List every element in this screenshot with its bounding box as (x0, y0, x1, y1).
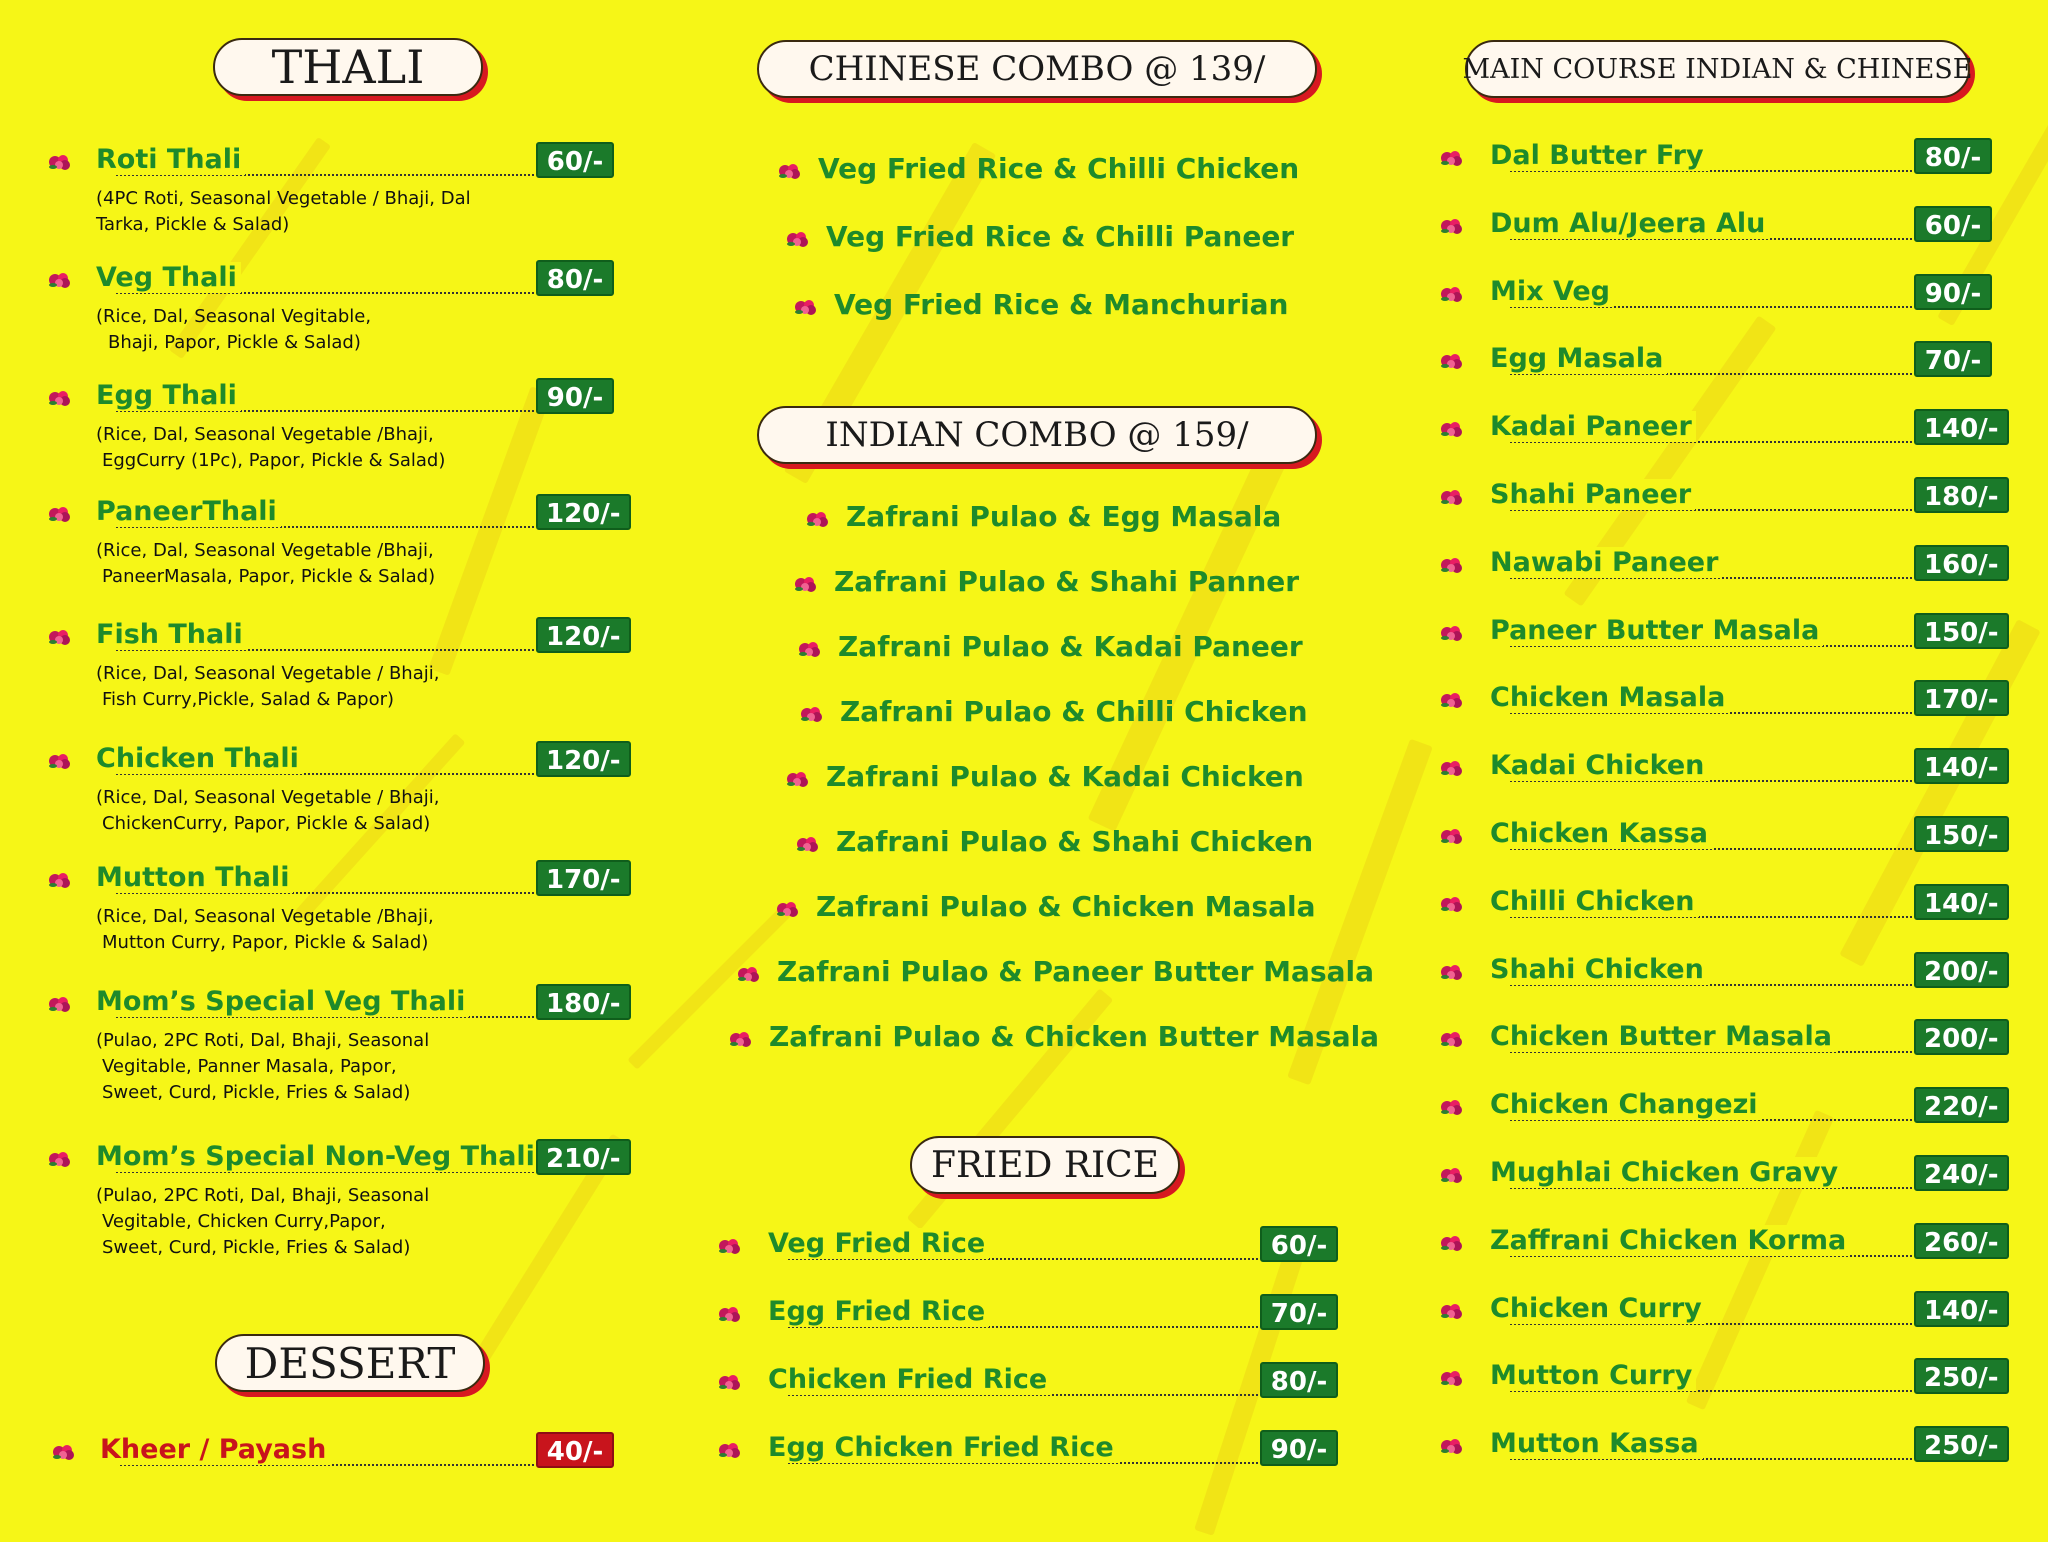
flower-bullet-icon (1440, 556, 1464, 574)
price-badge: 70/- (1260, 1294, 1338, 1330)
item-description: PaneerMasala, Papor, Pickle & Salad) (102, 566, 436, 587)
flower-bullet-icon (48, 271, 72, 289)
main-course-item (1440, 952, 2000, 996)
price-badge: 220/- (1914, 1087, 2009, 1123)
price-badge: 160/- (1914, 545, 2009, 581)
price-badge: 170/- (1914, 680, 2009, 716)
main-course-item (1440, 680, 2000, 724)
flower-bullet-icon (48, 995, 72, 1013)
flower-bullet-icon (806, 510, 830, 528)
indian-combo-banner (757, 406, 1317, 464)
item-description: Mutton Curry, Papor, Pickle & Salad) (102, 932, 429, 953)
combo-name: Veg Fried Rice & Chilli Paneer (826, 220, 1295, 253)
dessert-title: DESSERT (244, 1338, 456, 1388)
fried-rice-item (718, 1430, 1338, 1474)
item-name: Chicken Fried Rice (768, 1364, 1051, 1395)
main-course-item (1440, 1087, 2000, 1131)
main-course-item (1440, 1426, 2000, 1470)
item-description: Bhaji, Papor, Pickle & Salad) (108, 332, 361, 353)
price-badge: 120/- (536, 617, 631, 653)
main-course-item (1440, 1358, 2000, 1402)
combo-name: Zafrani Pulao & Chicken Masala (816, 890, 1316, 923)
thali-item (48, 984, 621, 1028)
price-badge: 260/- (1914, 1223, 2009, 1259)
flower-bullet-icon (718, 1237, 742, 1255)
price-badge: 80/- (1260, 1362, 1338, 1398)
item-name: Dum Alu/Jeera Alu (1490, 208, 1769, 239)
item-name: Zaffrani Chicken Korma (1490, 1225, 1850, 1256)
item-name: Mom’s Special Veg Thali (96, 986, 469, 1017)
item-description: (Rice, Dal, Seasonal Vegetable / Bhaji, (96, 663, 440, 684)
flower-bullet-icon (48, 752, 72, 770)
thali-title: THALI (271, 40, 425, 94)
item-name: Nawabi Paneer (1490, 547, 1722, 578)
thali-item (48, 378, 618, 422)
combo-name: Zafrani Pulao & Kadai Paneer (838, 630, 1303, 663)
flower-bullet-icon (794, 298, 818, 316)
price-badge: 210/- (536, 1139, 631, 1175)
combo-name: Zafrani Pulao & Chilli Chicken (840, 695, 1308, 728)
main-course-item (1440, 884, 2000, 928)
thali-item (48, 260, 618, 304)
combo-name: Zafrani Pulao & Shahi Chicken (836, 825, 1314, 858)
background-streak (627, 904, 792, 1069)
flower-bullet-icon (718, 1305, 742, 1323)
price-badge: 70/- (1914, 341, 1992, 377)
flower-bullet-icon (800, 705, 824, 723)
combo-name: Zafrani Pulao & Egg Masala (846, 500, 1282, 533)
item-name: Chilli Chicken (1490, 886, 1699, 917)
flower-bullet-icon (1440, 1302, 1464, 1320)
flower-bullet-icon (48, 871, 72, 889)
thali-item (48, 494, 621, 538)
item-description: Sweet, Curd, Pickle, Fries & Salad) (102, 1082, 411, 1103)
item-name: Mughlai Chicken Gravy (1490, 1157, 1842, 1188)
item-name: Roti Thali (96, 144, 245, 175)
fried-rice-item (718, 1226, 1338, 1270)
combo-name: Veg Fried Rice & Chilli Chicken (818, 152, 1300, 185)
item-name: Kadai Paneer (1490, 411, 1696, 442)
price-badge: 90/- (1260, 1430, 1338, 1466)
flower-bullet-icon (798, 640, 822, 658)
price-badge: 120/- (536, 741, 631, 777)
main-course-item (1440, 341, 2000, 385)
item-name: Chicken Kassa (1490, 818, 1712, 849)
combo-name: Zafrani Pulao & Paneer Butter Masala (777, 955, 1374, 988)
price-badge: 80/- (1914, 138, 1992, 174)
item-name: Egg Masala (1490, 343, 1667, 374)
flower-bullet-icon (48, 505, 72, 523)
item-name: Mix Veg (1490, 276, 1614, 307)
flower-bullet-icon (48, 389, 72, 407)
main-course-item (1440, 545, 2000, 589)
item-description: (Rice, Dal, Seasonal Vegetable /Bhaji, (96, 424, 434, 445)
flower-bullet-icon (786, 770, 810, 788)
item-name: Fish Thali (96, 619, 247, 650)
flower-bullet-icon (1440, 1098, 1464, 1116)
item-name: Egg Chicken Fried Rice (768, 1432, 1118, 1463)
flower-bullet-icon (1440, 963, 1464, 981)
fried-rice-item (718, 1362, 1338, 1406)
price-badge: 140/- (1914, 409, 2009, 445)
thali-item (48, 1139, 621, 1183)
main-course-item (1440, 613, 2000, 657)
item-name: Chicken Masala (1490, 682, 1729, 713)
thali-item (48, 741, 621, 785)
flower-bullet-icon (1440, 352, 1464, 370)
price-badge: 60/- (536, 142, 614, 178)
item-description: Vegitable, Chicken Curry,Papor, (102, 1211, 386, 1232)
flower-bullet-icon (1440, 488, 1464, 506)
fried-rice-item (718, 1294, 1338, 1338)
flower-bullet-icon (1440, 1369, 1464, 1387)
main-course-item (1440, 1291, 2000, 1335)
thali-item (48, 617, 621, 661)
price-badge: 170/- (536, 860, 631, 896)
chinese-combo-title: CHINESE COMBO @ 139/ (808, 49, 1266, 89)
thali-item (48, 142, 618, 186)
fried-rice-banner (910, 1136, 1180, 1194)
combo-name: Veg Fried Rice & Manchurian (834, 288, 1289, 321)
price-badge: 250/- (1914, 1358, 2009, 1394)
price-badge: 140/- (1914, 1291, 2009, 1327)
item-description: Fish Curry,Pickle, Salad & Papor) (102, 689, 395, 710)
fried-rice-title: FRIED RICE (930, 1144, 1160, 1186)
item-name: Veg Thali (96, 262, 241, 293)
price-badge: 200/- (1914, 1019, 2009, 1055)
flower-bullet-icon (794, 575, 818, 593)
main-course-item (1440, 748, 2000, 792)
price-badge: 180/- (1914, 477, 2009, 513)
flower-bullet-icon (48, 1150, 72, 1168)
main-course-item (1440, 409, 2000, 453)
main-course-item (1440, 138, 2000, 182)
price-badge: 40/- (536, 1432, 614, 1468)
flower-bullet-icon (1440, 217, 1464, 235)
flower-bullet-icon (786, 230, 810, 248)
item-name: Chicken Thali (96, 743, 303, 774)
main-course-item (1440, 477, 2000, 521)
item-name: Mutton Curry (1490, 1360, 1696, 1391)
main-course-banner (1462, 40, 1973, 98)
main-course-item (1440, 1155, 2000, 1199)
price-badge: 140/- (1914, 748, 2009, 784)
item-name: Chicken Curry (1490, 1293, 1706, 1324)
dessert-banner (215, 1334, 485, 1392)
item-description: (Rice, Dal, Seasonal Vegetable /Bhaji, (96, 906, 434, 927)
item-name: Egg Fried Rice (768, 1296, 989, 1327)
price-badge: 150/- (1914, 816, 2009, 852)
main-course-item (1440, 274, 2000, 318)
flower-bullet-icon (1440, 895, 1464, 913)
item-name: Kheer / Payash (100, 1434, 330, 1465)
item-name: Egg Thali (96, 380, 241, 411)
combo-name: Zafrani Pulao & Chicken Butter Masala (769, 1020, 1380, 1053)
flower-bullet-icon (1440, 1030, 1464, 1048)
item-name: Veg Fried Rice (768, 1228, 989, 1259)
item-name: Dal Butter Fry (1490, 140, 1708, 171)
flower-bullet-icon (1440, 1234, 1464, 1252)
flower-bullet-icon (1440, 624, 1464, 642)
flower-bullet-icon (796, 835, 820, 853)
price-badge: 140/- (1914, 884, 2009, 920)
flower-bullet-icon (48, 153, 72, 171)
item-description: ChickenCurry, Papor, Pickle & Salad) (102, 813, 431, 834)
item-name: Mom’s Special Non-Veg Thali (96, 1141, 539, 1172)
item-name: Paneer Butter Masala (1490, 615, 1823, 646)
item-description: EggCurry (1Pc), Papor, Pickle & Salad) (102, 450, 446, 471)
item-description: (4PC Roti, Seasonal Vegetable / Bhaji, Dal (96, 188, 471, 209)
thali-item (48, 860, 621, 904)
combo-name: Zafrani Pulao & Kadai Chicken (826, 760, 1304, 793)
combo-name: Zafrani Pulao & Shahi Panner (834, 565, 1300, 598)
price-badge: 60/- (1914, 206, 1992, 242)
flower-bullet-icon (1440, 827, 1464, 845)
flower-bullet-icon (1440, 285, 1464, 303)
item-description: Vegitable, Panner Masala, Papor, (102, 1056, 397, 1077)
price-badge: 250/- (1914, 1426, 2009, 1462)
flower-bullet-icon (737, 965, 761, 983)
item-name: Chicken Butter Masala (1490, 1021, 1836, 1052)
item-name: Shahi Paneer (1490, 479, 1695, 510)
item-name: Shahi Chicken (1490, 954, 1708, 985)
item-description: Tarka, Pickle & Salad) (96, 214, 290, 235)
flower-bullet-icon (1440, 1437, 1464, 1455)
main-course-title: MAIN COURSE INDIAN & CHINESE (1462, 53, 1973, 85)
item-name: Mutton Kassa (1490, 1428, 1703, 1459)
item-name: Kadai Chicken (1490, 750, 1708, 781)
price-badge: 60/- (1260, 1226, 1338, 1262)
item-name: Chicken Changezi (1490, 1089, 1762, 1120)
flower-bullet-icon (1440, 420, 1464, 438)
flower-bullet-icon (729, 1030, 753, 1048)
flower-bullet-icon (1440, 149, 1464, 167)
flower-bullet-icon (1440, 1166, 1464, 1184)
chinese-combo-banner (757, 40, 1317, 98)
item-name: PaneerThali (96, 496, 281, 527)
main-course-item (1440, 206, 2000, 250)
item-name: Mutton Thali (96, 862, 293, 893)
flower-bullet-icon (778, 162, 802, 180)
price-badge: 80/- (536, 260, 614, 296)
flower-bullet-icon (1440, 691, 1464, 709)
thali-banner (213, 38, 483, 96)
dessert-item (52, 1432, 622, 1476)
item-description: Sweet, Curd, Pickle, Fries & Salad) (102, 1237, 411, 1258)
item-description: (Pulao, 2PC Roti, Dal, Bhaji, Seasonal (96, 1030, 430, 1051)
flower-bullet-icon (776, 900, 800, 918)
item-description: (Rice, Dal, Seasonal Vegetable /Bhaji, (96, 540, 434, 561)
price-badge: 180/- (536, 984, 631, 1020)
price-badge: 90/- (536, 378, 614, 414)
price-badge: 90/- (1914, 274, 1992, 310)
indian-combo-title: INDIAN COMBO @ 159/ (825, 415, 1249, 455)
flower-bullet-icon (52, 1443, 76, 1461)
main-course-item (1440, 1223, 2000, 1267)
flower-bullet-icon (718, 1441, 742, 1459)
flower-bullet-icon (48, 628, 72, 646)
flower-bullet-icon (1440, 759, 1464, 777)
price-badge: 240/- (1914, 1155, 2009, 1191)
main-course-item (1440, 816, 2000, 860)
item-description: (Rice, Dal, Seasonal Vegitable, (96, 306, 372, 327)
item-description: (Rice, Dal, Seasonal Vegetable / Bhaji, (96, 787, 440, 808)
flower-bullet-icon (718, 1373, 742, 1391)
main-course-item (1440, 1019, 2000, 1063)
price-badge: 150/- (1914, 613, 2009, 649)
price-badge: 120/- (536, 494, 631, 530)
item-description: (Pulao, 2PC Roti, Dal, Bhaji, Seasonal (96, 1185, 430, 1206)
price-badge: 200/- (1914, 952, 2009, 988)
